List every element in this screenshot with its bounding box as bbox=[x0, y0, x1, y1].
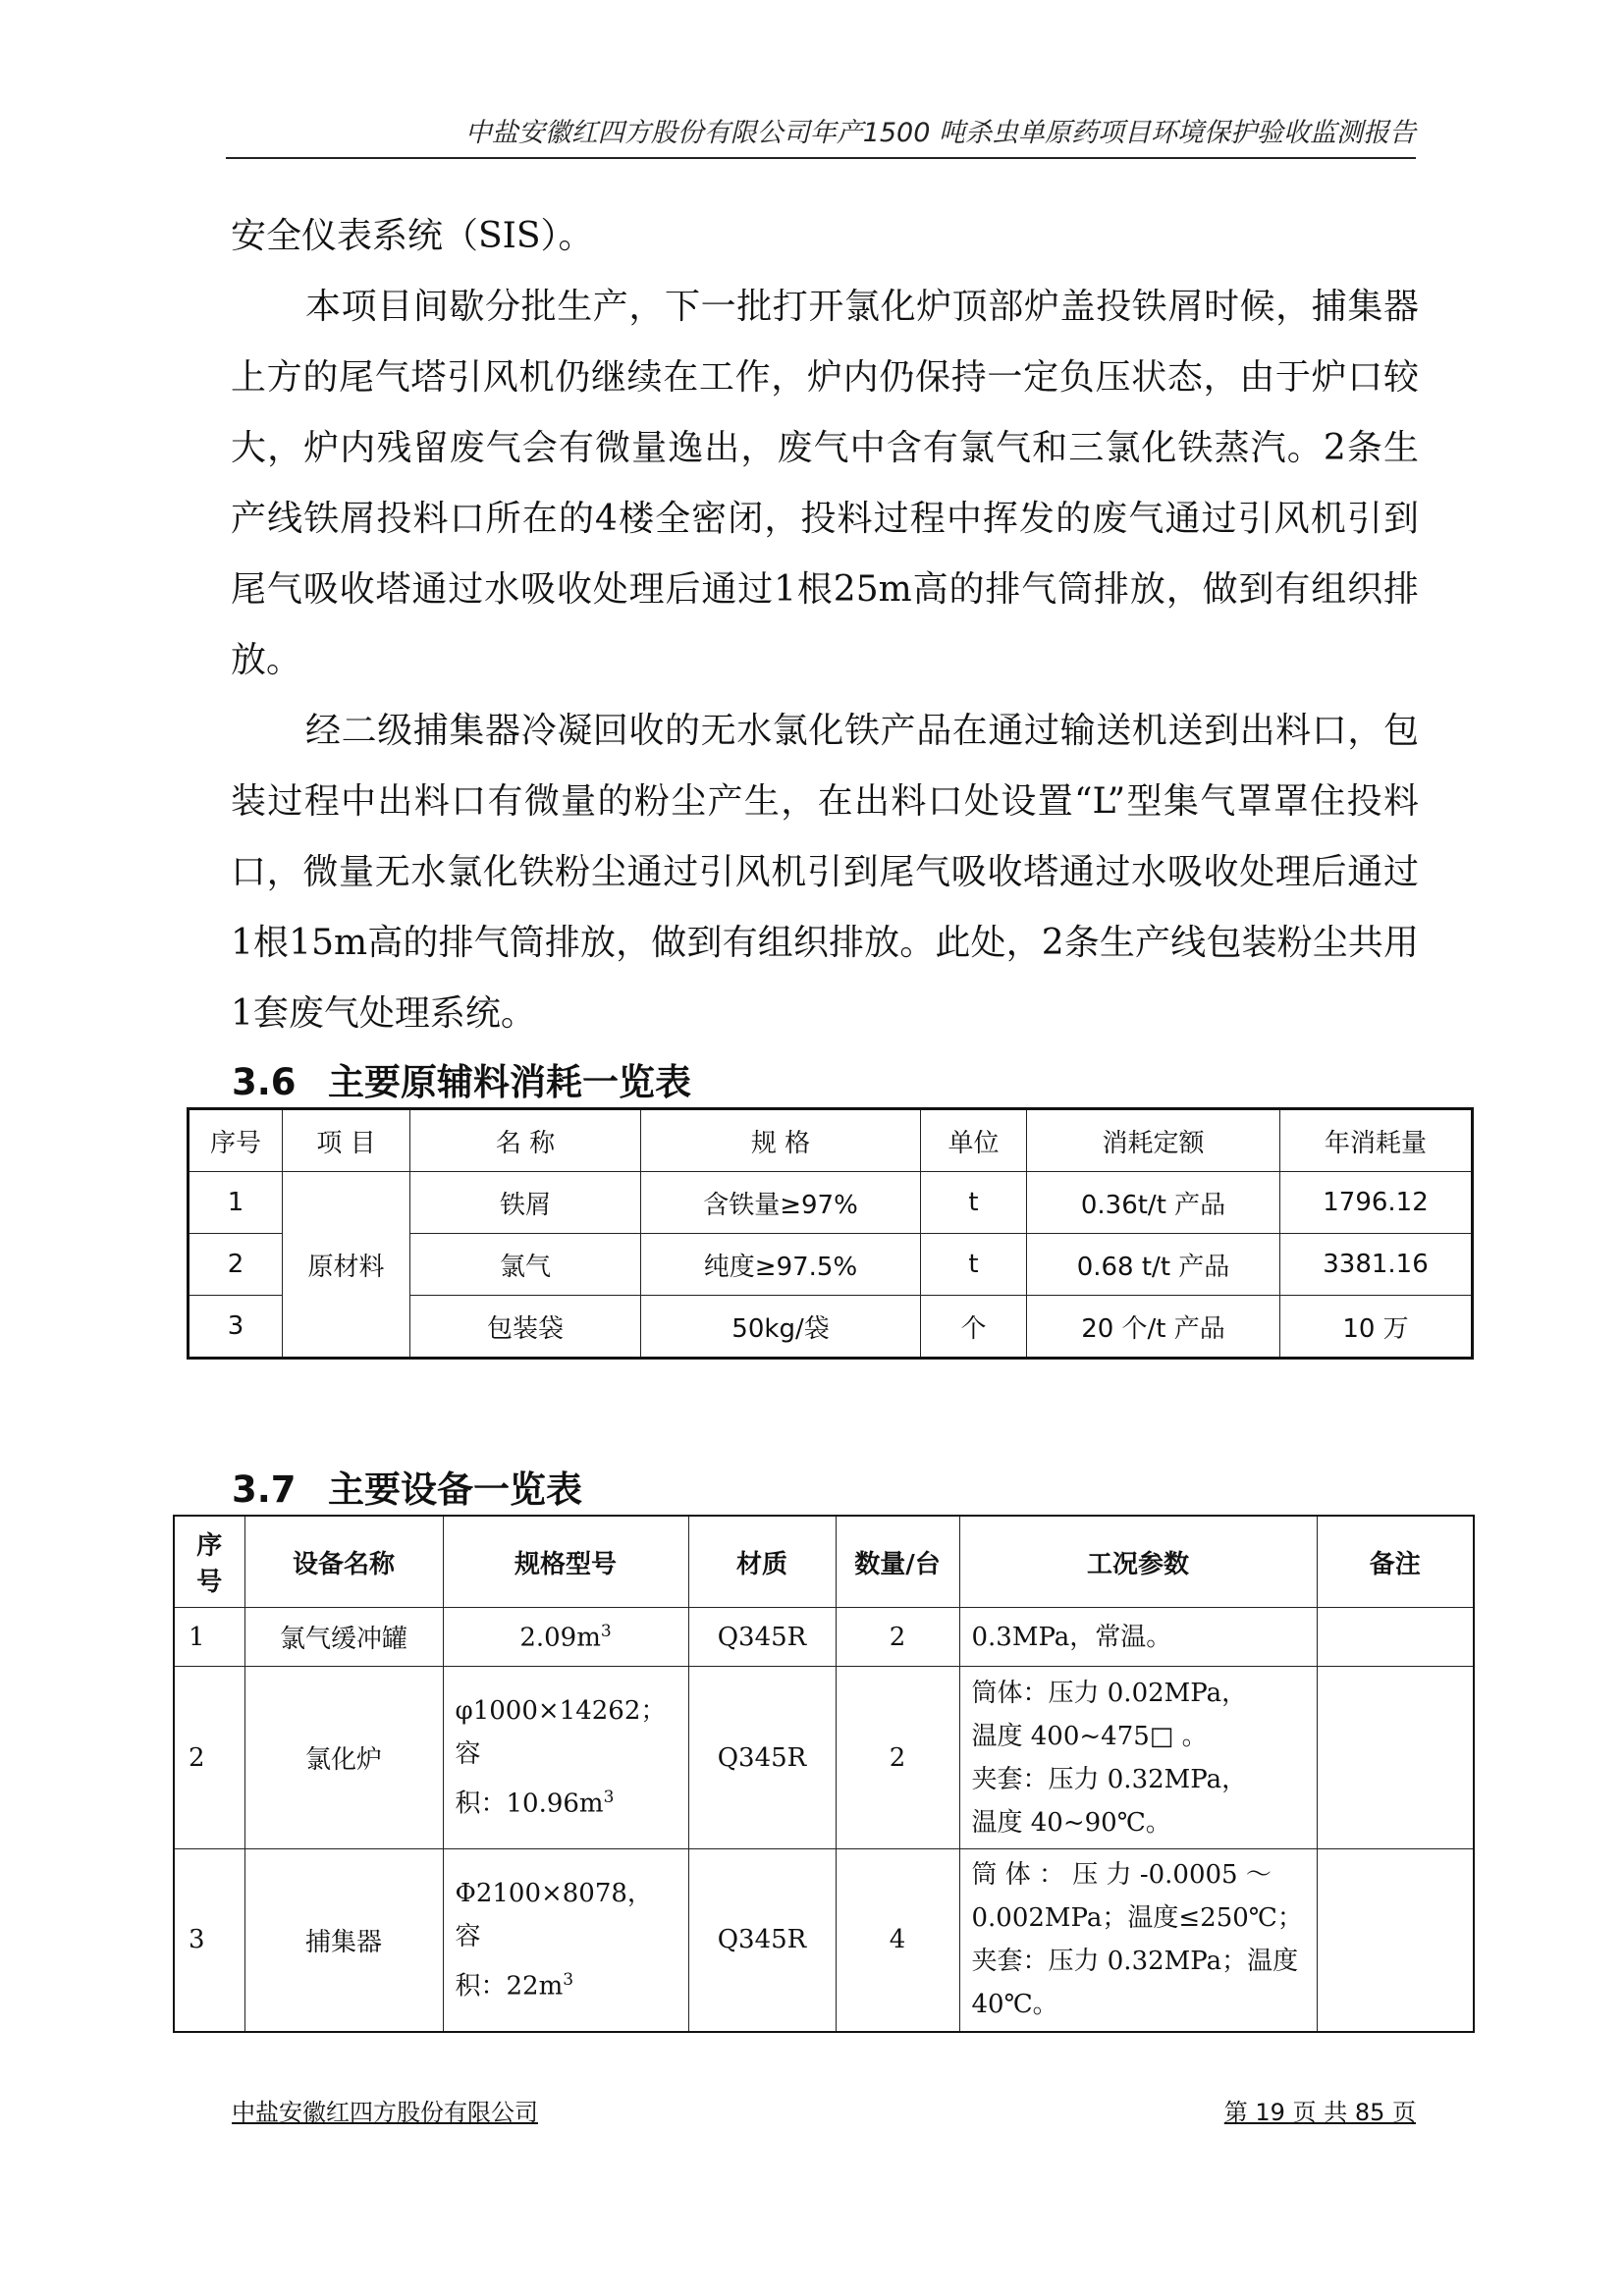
table-row bbox=[174, 1849, 1474, 2032]
section-title: 主要原辅料消耗一览表 bbox=[328, 1061, 691, 1103]
cell-no: 3 bbox=[174, 1849, 244, 2032]
cell-material: Q345R bbox=[688, 1667, 836, 1849]
section-number: 3.7 bbox=[232, 1468, 297, 1511]
cell-no: 1 bbox=[189, 1172, 283, 1234]
section-heading-materials bbox=[232, 1052, 691, 1105]
cell-quota: 0.36t/t 产品 bbox=[1027, 1172, 1280, 1234]
cell-remark bbox=[1317, 1667, 1474, 1849]
header-cell: 名 称 bbox=[410, 1109, 641, 1172]
cell-category: 原材料 bbox=[283, 1172, 410, 1359]
header-cell: 规格型号 bbox=[443, 1516, 688, 1608]
cell-no: 1 bbox=[174, 1608, 244, 1667]
cell-spec: 纯度≥97.5% bbox=[641, 1234, 921, 1296]
cell-spec: 50kg/袋 bbox=[641, 1296, 921, 1359]
cell-annual: 10 万 bbox=[1280, 1296, 1473, 1359]
cell-name: 包装袋 bbox=[410, 1296, 641, 1359]
section-number: 3.6 bbox=[232, 1061, 297, 1103]
header-cell: 项 目 bbox=[283, 1109, 410, 1172]
page-header bbox=[226, 110, 1416, 159]
page-footer bbox=[232, 2093, 1416, 2132]
header-cell: 工况参数 bbox=[959, 1516, 1317, 1608]
cell-unit: 个 bbox=[921, 1296, 1027, 1359]
cell-remark bbox=[1317, 1608, 1474, 1667]
cell-name: 捕集器 bbox=[244, 1849, 443, 2032]
cell-no: 2 bbox=[174, 1667, 244, 1849]
header-cell: 年消耗量 bbox=[1280, 1109, 1473, 1172]
cell-spec: φ1000×14262；容 积：$10.96m^3$ bbox=[443, 1667, 688, 1849]
table-row bbox=[174, 1667, 1474, 1849]
section-title: 主要设备一览表 bbox=[328, 1468, 582, 1511]
table-header-row bbox=[189, 1109, 1473, 1172]
cell-condition: 0.3MPa，常温。 bbox=[959, 1608, 1317, 1667]
materials-table bbox=[187, 1107, 1474, 1360]
cell-name: 氯气缓冲罐 bbox=[244, 1608, 443, 1667]
footer-company: 中盐安徽红四方股份有限公司 bbox=[232, 2099, 538, 2126]
cell-no: 2 bbox=[189, 1234, 283, 1296]
paragraph: 经二级捕集器冷凝回收的无水氯化铁产品在通过输送机送到出料口，包装过程中出料口有微量的粉尘产生，在出料口处设置“L”型集气罩罩住投料口，微量无水氯化铁粉尘通过引风机引到尾气吸收塔通过水吸收处理后通过1根15m高的排气筒排放，做到有组织排放。此处，2条生产线包装粉尘共用1套废气处理系统。 bbox=[231, 711, 1419, 1034]
cell-material: Q345R bbox=[688, 1849, 836, 2032]
cell-name: 氯气 bbox=[410, 1234, 641, 1296]
table-row bbox=[189, 1172, 1473, 1234]
header-cell: 规 格 bbox=[641, 1109, 921, 1172]
table-row bbox=[174, 1608, 1474, 1667]
cell-remark bbox=[1317, 1849, 1474, 2032]
cell-spec: $2.09m^3$ bbox=[443, 1608, 688, 1667]
header-cell: 单位 bbox=[921, 1109, 1027, 1172]
body-text bbox=[231, 201, 1419, 1049]
cell-spec: Φ2100×8078， 容 积：$22m^3$ bbox=[443, 1849, 688, 2032]
cell-quota: 0.68 t/t 产品 bbox=[1027, 1234, 1280, 1296]
cell-spec: 含铁量≥97% bbox=[641, 1172, 921, 1234]
cell-unit: t bbox=[921, 1234, 1027, 1296]
cell-name: 氯化炉 bbox=[244, 1667, 443, 1849]
cell-annual: 3381.16 bbox=[1280, 1234, 1473, 1296]
equipment-table bbox=[173, 1515, 1475, 2033]
header-cell: 数量/台 bbox=[836, 1516, 959, 1608]
cell-qty: 2 bbox=[836, 1667, 959, 1849]
paragraph: 本项目间歇分批生产，下一批打开氯化炉顶部炉盖投铁屑时候，捕集器上方的尾气塔引风机仍继续在工作，炉内仍保持一定负压状态，由于炉口较大，炉内残留废气会有微量逸出，废气中含有氯气和三氯化铁蒸汽。2条生产线铁屑投料口所在的4楼全密闭，投料过程中挥发的废气通过引风机引到尾气吸收塔通过水吸收处理后通过1根25m高的排气筒排放，做到有组织排放。 bbox=[231, 287, 1419, 680]
header-title: 中盐安徽红四方股份有限公司年产1500 吨杀虫单原药项目环境保护验收监测报告 bbox=[464, 118, 1416, 148]
cell-quota: 20 个/t 产品 bbox=[1027, 1296, 1280, 1359]
header-cell: 材质 bbox=[688, 1516, 836, 1608]
cell-no: 3 bbox=[189, 1296, 283, 1359]
cell-qty: 2 bbox=[836, 1608, 959, 1667]
header-cell: 备注 bbox=[1317, 1516, 1474, 1608]
cell-material: Q345R bbox=[688, 1608, 836, 1667]
cell-qty: 4 bbox=[836, 1849, 959, 2032]
header-cell: 消耗定额 bbox=[1027, 1109, 1280, 1172]
header-cell: 序号 bbox=[189, 1109, 283, 1172]
footer-page-number: 第 19 页 共 85 页 bbox=[1223, 2099, 1416, 2126]
table-header-row bbox=[174, 1516, 1474, 1608]
cell-unit: t bbox=[921, 1172, 1027, 1234]
cell-condition: 筒 体 ： 压 力 -0.0005 ～ 0.002MPa；温度≤250℃； 夹套：压力 0.32MPa；温度 40℃。 bbox=[959, 1849, 1317, 2032]
header-cell-no: 序 号 bbox=[174, 1516, 244, 1608]
paragraph: 安全仪表系统（SIS）。 bbox=[231, 216, 594, 256]
section-heading-equipment bbox=[232, 1460, 582, 1513]
cell-condition: 筒体：压力 0.02MPa， 温度 400~475□ 。 夹套：压力 0.32MPa， 温度 40~90℃。 bbox=[959, 1667, 1317, 1849]
cell-name: 铁屑 bbox=[410, 1172, 641, 1234]
cell-annual: 1796.12 bbox=[1280, 1172, 1473, 1234]
header-cell: 设备名称 bbox=[244, 1516, 443, 1608]
